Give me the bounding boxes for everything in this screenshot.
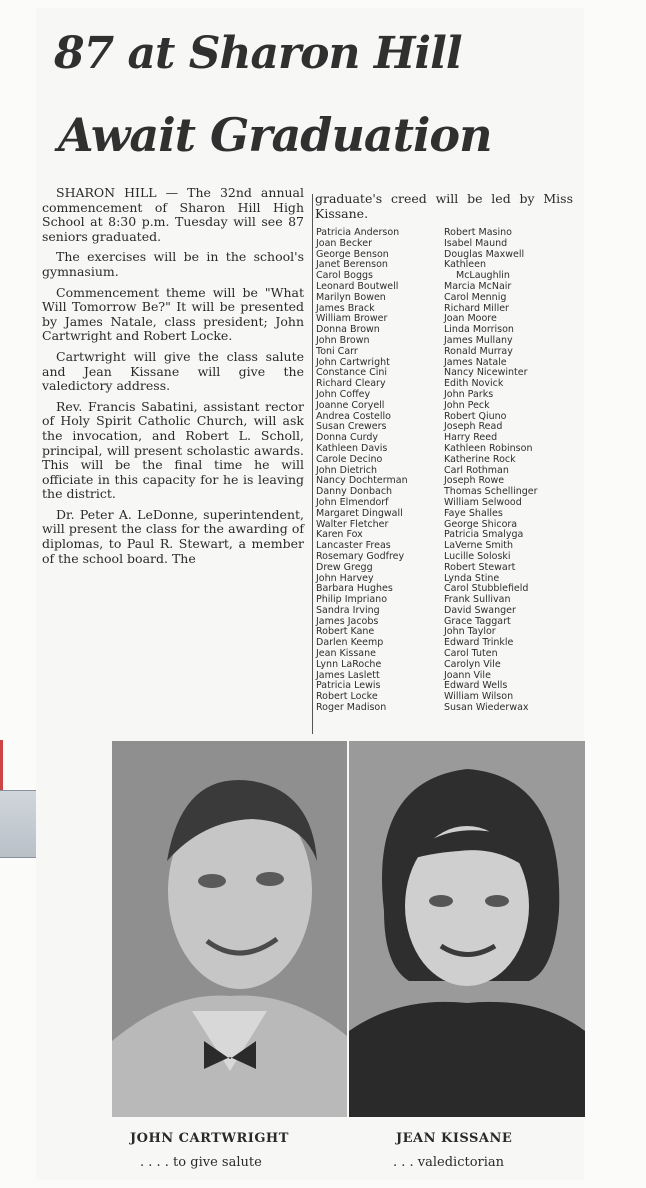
- graduate-name: William Selwood: [444, 496, 522, 508]
- graduate-name: Joanne Coryell: [316, 399, 385, 411]
- article-paragraph: Cartwright will give the class salute and Jean Kissane will give the valedictory address.: [42, 348, 304, 394]
- graduate-name: Isabel Maund: [444, 237, 508, 249]
- graduate-name: Donna Brown: [316, 324, 380, 336]
- graduate-name: Constance Cini: [316, 367, 388, 379]
- graduate-name: Grace Taggart: [444, 615, 511, 627]
- graduate-name: Douglas Maxwell: [444, 248, 525, 260]
- caption-sub-left: . . . . to give salute: [140, 1155, 262, 1170]
- graduate-name: Roger Madison: [316, 702, 387, 714]
- graduate-name: Thomas Schellinger: [444, 486, 538, 498]
- graduate-name: Robert Locke: [316, 691, 378, 703]
- graduate-list-column-2: [444, 228, 538, 714]
- graduate-name: Walter Fletcher: [316, 518, 389, 530]
- caption-sub-right: . . . valedictorian: [393, 1155, 505, 1170]
- graduate-name: James Jacobs: [316, 615, 379, 627]
- graduate-name: Robert Masino: [444, 227, 512, 238]
- graduate-name: William Wilson: [444, 691, 514, 703]
- graduate-name: Patricia Lewis: [316, 680, 381, 692]
- graduate-name: Lancaster Freas: [316, 540, 391, 552]
- article-paragraph: Rev. Francis Sabatini, assistant rector of Holy Spirit Catholic Church, will ask the invocation, and Robert L. Scholl, principal, will present scholastic awards. This will be the final time he will officiate in this capacity for he is leaving the district.: [42, 398, 304, 502]
- graduate-name: Susan Wiederwax: [444, 702, 529, 714]
- graduate-name: Jean Kissane: [316, 648, 376, 660]
- graduate-name: John Parks: [444, 388, 494, 400]
- graduate-name: George Benson: [316, 248, 389, 260]
- graduate-name: Robert Qiuno: [444, 410, 507, 422]
- graduate-name: Frank Sullivan: [444, 594, 511, 606]
- graduate-name: Katherine Rock: [444, 453, 516, 465]
- graduate-name: Nancy Nicewinter: [444, 367, 528, 379]
- graduate-name: Edward Wells: [444, 680, 508, 692]
- graduate-name: Carol Stubblefield: [444, 583, 529, 595]
- graduate-name: Carol Mennig: [444, 291, 507, 303]
- graduate-name: LaVerne Smith: [444, 540, 514, 552]
- graduate-name: Leonard Boutwell: [316, 280, 399, 292]
- graduate-name: Carole Decino: [316, 453, 383, 465]
- portrait-female: [349, 741, 585, 1117]
- graduate-name: Carol Tuten: [444, 648, 498, 660]
- graduate-name: Edith Novick: [444, 378, 504, 390]
- graduate-name: Marcia McNair: [444, 280, 512, 292]
- graduate-name: John Brown: [316, 334, 370, 346]
- graduate-name: Joseph Rowe: [444, 475, 505, 487]
- graduate-name: Richard Cleary: [316, 378, 386, 390]
- headline-line-2: Await Graduation: [58, 108, 492, 162]
- graduate-name: Lucille Soloski: [444, 550, 511, 562]
- graduate-name: Margaret Dingwall: [316, 507, 403, 519]
- graduate-name: John Coffey: [316, 388, 371, 400]
- graduate-name: George Shicora: [444, 518, 518, 530]
- graduate-name: Joseph Read: [444, 421, 503, 433]
- graduate-name: Carol Boggs: [316, 270, 373, 282]
- graduate-name: Edward Trinkle: [444, 637, 514, 649]
- graduate-list-column-1: [316, 228, 408, 714]
- graduate-name: James Natale: [444, 356, 507, 368]
- graduate-name: Richard Miller: [444, 302, 509, 314]
- graduate-name: Carl Rothman: [444, 464, 509, 476]
- graduate-name: John Taylor: [444, 626, 496, 638]
- graduate-name: Susan Crewers: [316, 421, 387, 433]
- graduate-name: John Elmendorf: [316, 496, 389, 508]
- graduate-name: Darlen Keemp: [316, 637, 384, 649]
- graduate-name: John Dietrich: [316, 464, 377, 476]
- graduate-name: David Swanger: [444, 604, 516, 616]
- graduate-name: William Brower: [316, 313, 388, 325]
- graduate-name: Barbara Hughes: [316, 583, 393, 595]
- graduate-name: James Mullany: [444, 334, 513, 346]
- graduate-name: James Laslett: [316, 669, 380, 681]
- graduate-name: Faye Shalles: [444, 507, 503, 519]
- graduate-name: Kathleen: [444, 259, 486, 271]
- article-column-1: [42, 186, 304, 572]
- graduate-name: Harry Reed: [444, 432, 498, 444]
- graduate-name: Rosemary Godfrey: [316, 550, 405, 562]
- graduate-name: John Cartwright: [316, 356, 390, 368]
- graduate-name: Karen Fox: [316, 529, 363, 541]
- graduate-name: Ronald Murray: [444, 345, 513, 357]
- graduate-name: Linda Morrison: [444, 324, 514, 336]
- graduate-name: John Harvey: [316, 572, 374, 584]
- graduate-name: James Brack: [316, 302, 375, 314]
- graduate-name: Lynn LaRoche: [316, 658, 382, 670]
- graduate-name: Kathleen Robinson: [444, 442, 533, 454]
- graduate-name: Toni Carr: [316, 345, 358, 357]
- graduate-name: John Peck: [444, 399, 490, 411]
- graduate-name: Robert Stewart: [444, 561, 516, 573]
- article-paragraph: graduate's creed will be led by Miss Kissane.: [315, 191, 573, 221]
- graduate-name: Patricia Anderson: [316, 227, 400, 238]
- photo-john-cartwright: [112, 741, 347, 1117]
- graduate-name: Joan Becker: [316, 237, 372, 249]
- graduate-name: Robert Kane: [316, 626, 375, 638]
- photo-jean-kissane: [349, 741, 585, 1117]
- graduate-name: Kathleen Davis: [316, 442, 388, 454]
- graduate-name: Janet Berenson: [316, 259, 388, 271]
- graduate-name: Lynda Stine: [444, 572, 500, 584]
- graduate-name: Danny Donbach: [316, 486, 393, 498]
- graduate-name: McLaughlin: [456, 270, 510, 282]
- article-paragraph: SHARON HILL — The 32nd annual commencement of Sharon Hill High School at 8:30 p.m. Tuesday will see 87 seniors graduated.: [42, 185, 304, 244]
- graduate-name: Carolyn Vile: [444, 658, 501, 670]
- caption-name-left: JOHN CARTWRIGHT: [130, 1131, 289, 1146]
- graduate-name: Marilyn Bowen: [316, 291, 386, 303]
- headline-line-1: 87 at Sharon Hill: [54, 28, 462, 79]
- graduate-name: Andrea Costello: [316, 410, 391, 422]
- article-column-2: [315, 192, 573, 227]
- graduate-name: Joan Moore: [444, 313, 497, 325]
- column-divider: [312, 194, 313, 734]
- graduate-name: Nancy Dochterman: [316, 475, 408, 487]
- graduate-name: Drew Gregg: [316, 561, 373, 573]
- article-paragraph: Dr. Peter A. LeDonne, superintendent, will present the class for the awarding of diplomas, to Paul R. Stewart, a member of the school board. The: [42, 506, 304, 566]
- graduate-name: Sandra Irving: [316, 604, 380, 616]
- article-paragraph: Commencement theme will be "What Will Tomorrow Be?" It will be presented by James Natale, class president; John Cartwright and Robert Locke.: [42, 284, 304, 344]
- graduate-name: Philip Impriano: [316, 594, 388, 606]
- article-paragraph: The exercises will be in the school's gymnasium.: [42, 249, 304, 279]
- caption-name-right: JEAN KISSANE: [396, 1131, 513, 1146]
- graduate-name: Patricia Smalyga: [444, 529, 524, 541]
- portrait-male: [112, 741, 347, 1117]
- graduate-name: Donna Curdy: [316, 432, 379, 444]
- graduate-name: Joann Vile: [444, 669, 491, 681]
